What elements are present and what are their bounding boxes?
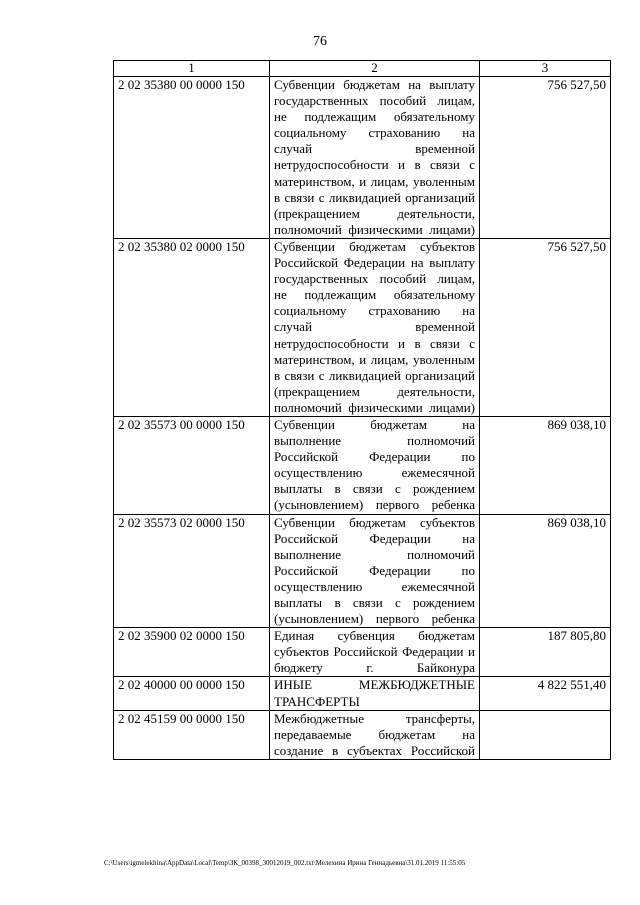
row-description: Субвенции бюджетам субъектов Российской Федерации на выплату государственных пособий лицам, не подлежащим обязательному социальному страхованию на случай временной нетрудоспособности и в связи с материнством, и лицам, уволенным в связи с ликвидацией организаций (прекращением деятельности, полномочий физическими лицами) [270,238,480,416]
budget-table [113,60,611,760]
table-header-row [114,61,611,77]
column-header-code: 1 [114,61,270,77]
row-code: 2 02 35380 02 0000 150 [114,238,270,416]
row-code: 2 02 40000 00 0000 150 [114,677,270,710]
table-row [114,77,611,239]
table-row [114,416,611,514]
row-description: Субвенции бюджетам на выполнение полномочий Российской Федерации по осуществлению ежемесячной выплаты в связи с рождением (усыновлением) первого ребенка [270,416,480,514]
row-description: ИНЫЕ МЕЖБЮДЖЕТНЫЕ ТРАНСФЕРТЫ [270,677,480,710]
row-amount [480,710,611,759]
row-amount: 869 038,10 [480,416,611,514]
table-row [114,628,611,677]
row-description: Единая субвенция бюджетам субъектов Российской Федерации и бюджету г. Байконура [270,628,480,677]
row-amount: 756 527,50 [480,238,611,416]
table-row [114,710,611,759]
row-amount: 187 805,80 [480,628,611,677]
table-row [114,238,611,416]
page-number: 76 [313,34,327,49]
table-row [114,514,611,628]
row-description: Межбюджетные трансферты, передаваемые бюджетам на создание в субъектах Российской [270,710,480,759]
document-footer-path: C:\Users\igmelekhina\AppData\Local\Temp\ЗК_00398_30012019_002.txt\Мелехина Ирина Геннадьевна\31.01.2019 11:55:05 [104,859,466,867]
row-description: Субвенции бюджетам субъектов Российской Федерации на выполнение полномочий Российской Федерации по осуществлению ежемесячной выплаты в связи с рождением (усыновлением) первого ребенка [270,514,480,628]
column-header-amount: 3 [480,61,611,77]
row-code: 2 02 45159 00 0000 150 [114,710,270,759]
row-code: 2 02 35573 00 0000 150 [114,416,270,514]
column-header-description: 2 [270,61,480,77]
row-description: Субвенции бюджетам на выплату государственных пособий лицам, не подлежащим обязательному социальному страхованию на случай временной нетрудоспособности и в связи с материнством, и лицам, уволенным в связи с ликвидацией организаций (прекращением деятельности, полномочий физическими лицами) [270,77,480,239]
row-amount: 4 822 551,40 [480,677,611,710]
table-row [114,677,611,710]
row-code: 2 02 35380 00 0000 150 [114,77,270,239]
row-amount: 756 527,50 [480,77,611,239]
row-code: 2 02 35900 02 0000 150 [114,628,270,677]
row-code: 2 02 35573 02 0000 150 [114,514,270,628]
row-amount: 869 038,10 [480,514,611,628]
